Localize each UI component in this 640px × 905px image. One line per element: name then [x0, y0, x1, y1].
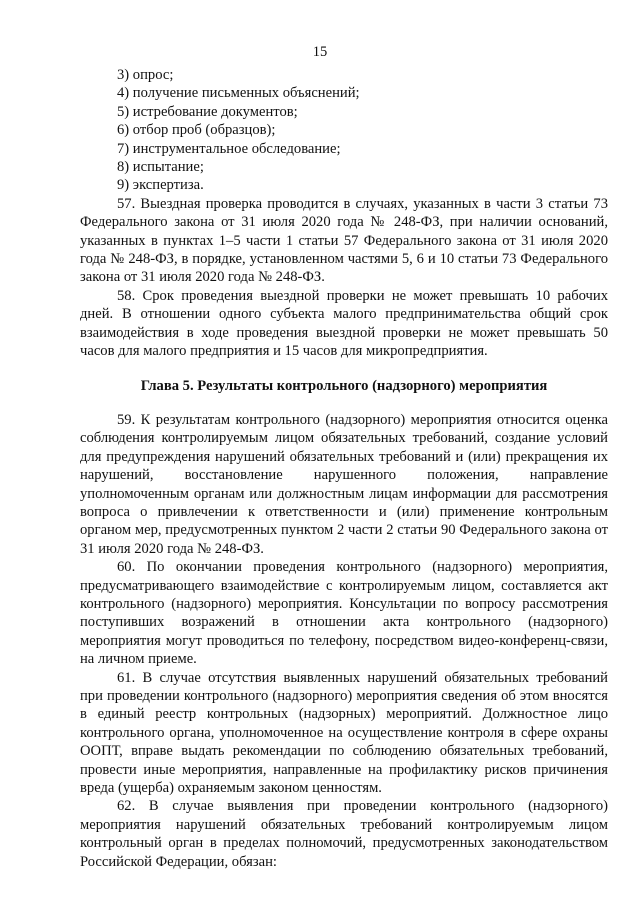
paragraph-59: 59. К результатам контрольного (надзорного) мероприятия относится оценка соблюдения контролируемым лицом обязательных требований, создание условий для предупреждения нарушений обязательных требований и (или) прекращения их нарушений, восстановление нарушенного положения, направление уполномоченным органам или должностным лицам информации для рассмотрения вопроса о привлечении к ответственности и (или) применение контрольным органом мер, предусмотренных пунктом 2 части 2 статьи 90 Федерального закона от 31 июля 2020 года № 248-ФЗ.: [80, 411, 608, 557]
list-item: 4) получение письменных объяснений;: [117, 85, 360, 102]
list-item: 3) опрос;: [117, 67, 174, 83]
list-item: 6) отбор проб (образцов);: [117, 122, 276, 139]
paragraph-60: 60. По окончании проведения контрольного (надзорного) мероприятия, предусматривающего взаимодействие с контролируемым лицом, составляется акт контрольного (надзорного) мероприятия. Консультации по вопросу рассмотрения поступивших возражений в отношении акта контрольного (надзорного) мероприятия могут проводиться по телефону, посредством видео-конференц-связи, на личном приеме.: [80, 559, 608, 668]
paragraph-61: 61. В случае отсутствия выявленных нарушений обязательных требований при проведении контрольного (надзорного) мероприятия сведения об этом вносятся в единый реестр контрольных (надзорных) мероприятий. Должностное лицо контрольного органа, уполномоченное на осуществление контроля в сфере охраны ООПТ, вправе выдать рекомендации по соблюдению обязательных требований, провести иные мероприятия, направленные на профилактику рисков причинения вреда (ущерба) охраняемым законом ценностям.: [80, 669, 608, 797]
list-item: 8) испытание;: [117, 159, 204, 176]
chapter-heading: Глава 5. Результаты контрольного (надзорного) мероприятия: [140, 377, 548, 394]
paragraph-58: 58. Срок проведения выездной проверки не может превышать 10 рабочих дней. В отношении одного субъекта малого предпринимательства общий срок взаимодействия в ходе проведения выездной проверки не может превышать 50 часов для малого предприятия и 15 часов для микропредприятия.: [80, 287, 608, 360]
page-number: 15: [312, 44, 328, 60]
list-item: 5) истребование документов;: [117, 103, 298, 120]
document-body: [80, 66, 608, 871]
list-item: 7) инструментальное обследование;: [117, 140, 341, 157]
paragraph-62: 62. В случае выявления при проведении контрольного (надзорного) мероприятия нарушений обязательных требований контролируемым лицом контрольный орган в пределах полномочий, предусмотренных законодательством Российской Федерации, обязан:: [80, 798, 608, 870]
list-item: 9) экспертиза.: [117, 177, 204, 194]
paragraph-57: 57. Выездная проверка проводится в случаях, указанных в части 3 статьи 73 Федерального закона от 31 июля 2020 года № 248-ФЗ, при наличии оснований, указанных в пунктах 1–5 части 1 статьи 57 Федерального закона от 31 июля 2020 года № 248-ФЗ, в порядке, установленном частями 5, 6 и 10 статьи 73 Федерального закона от 31 июля 2020 года № 248-ФЗ.: [80, 195, 608, 286]
